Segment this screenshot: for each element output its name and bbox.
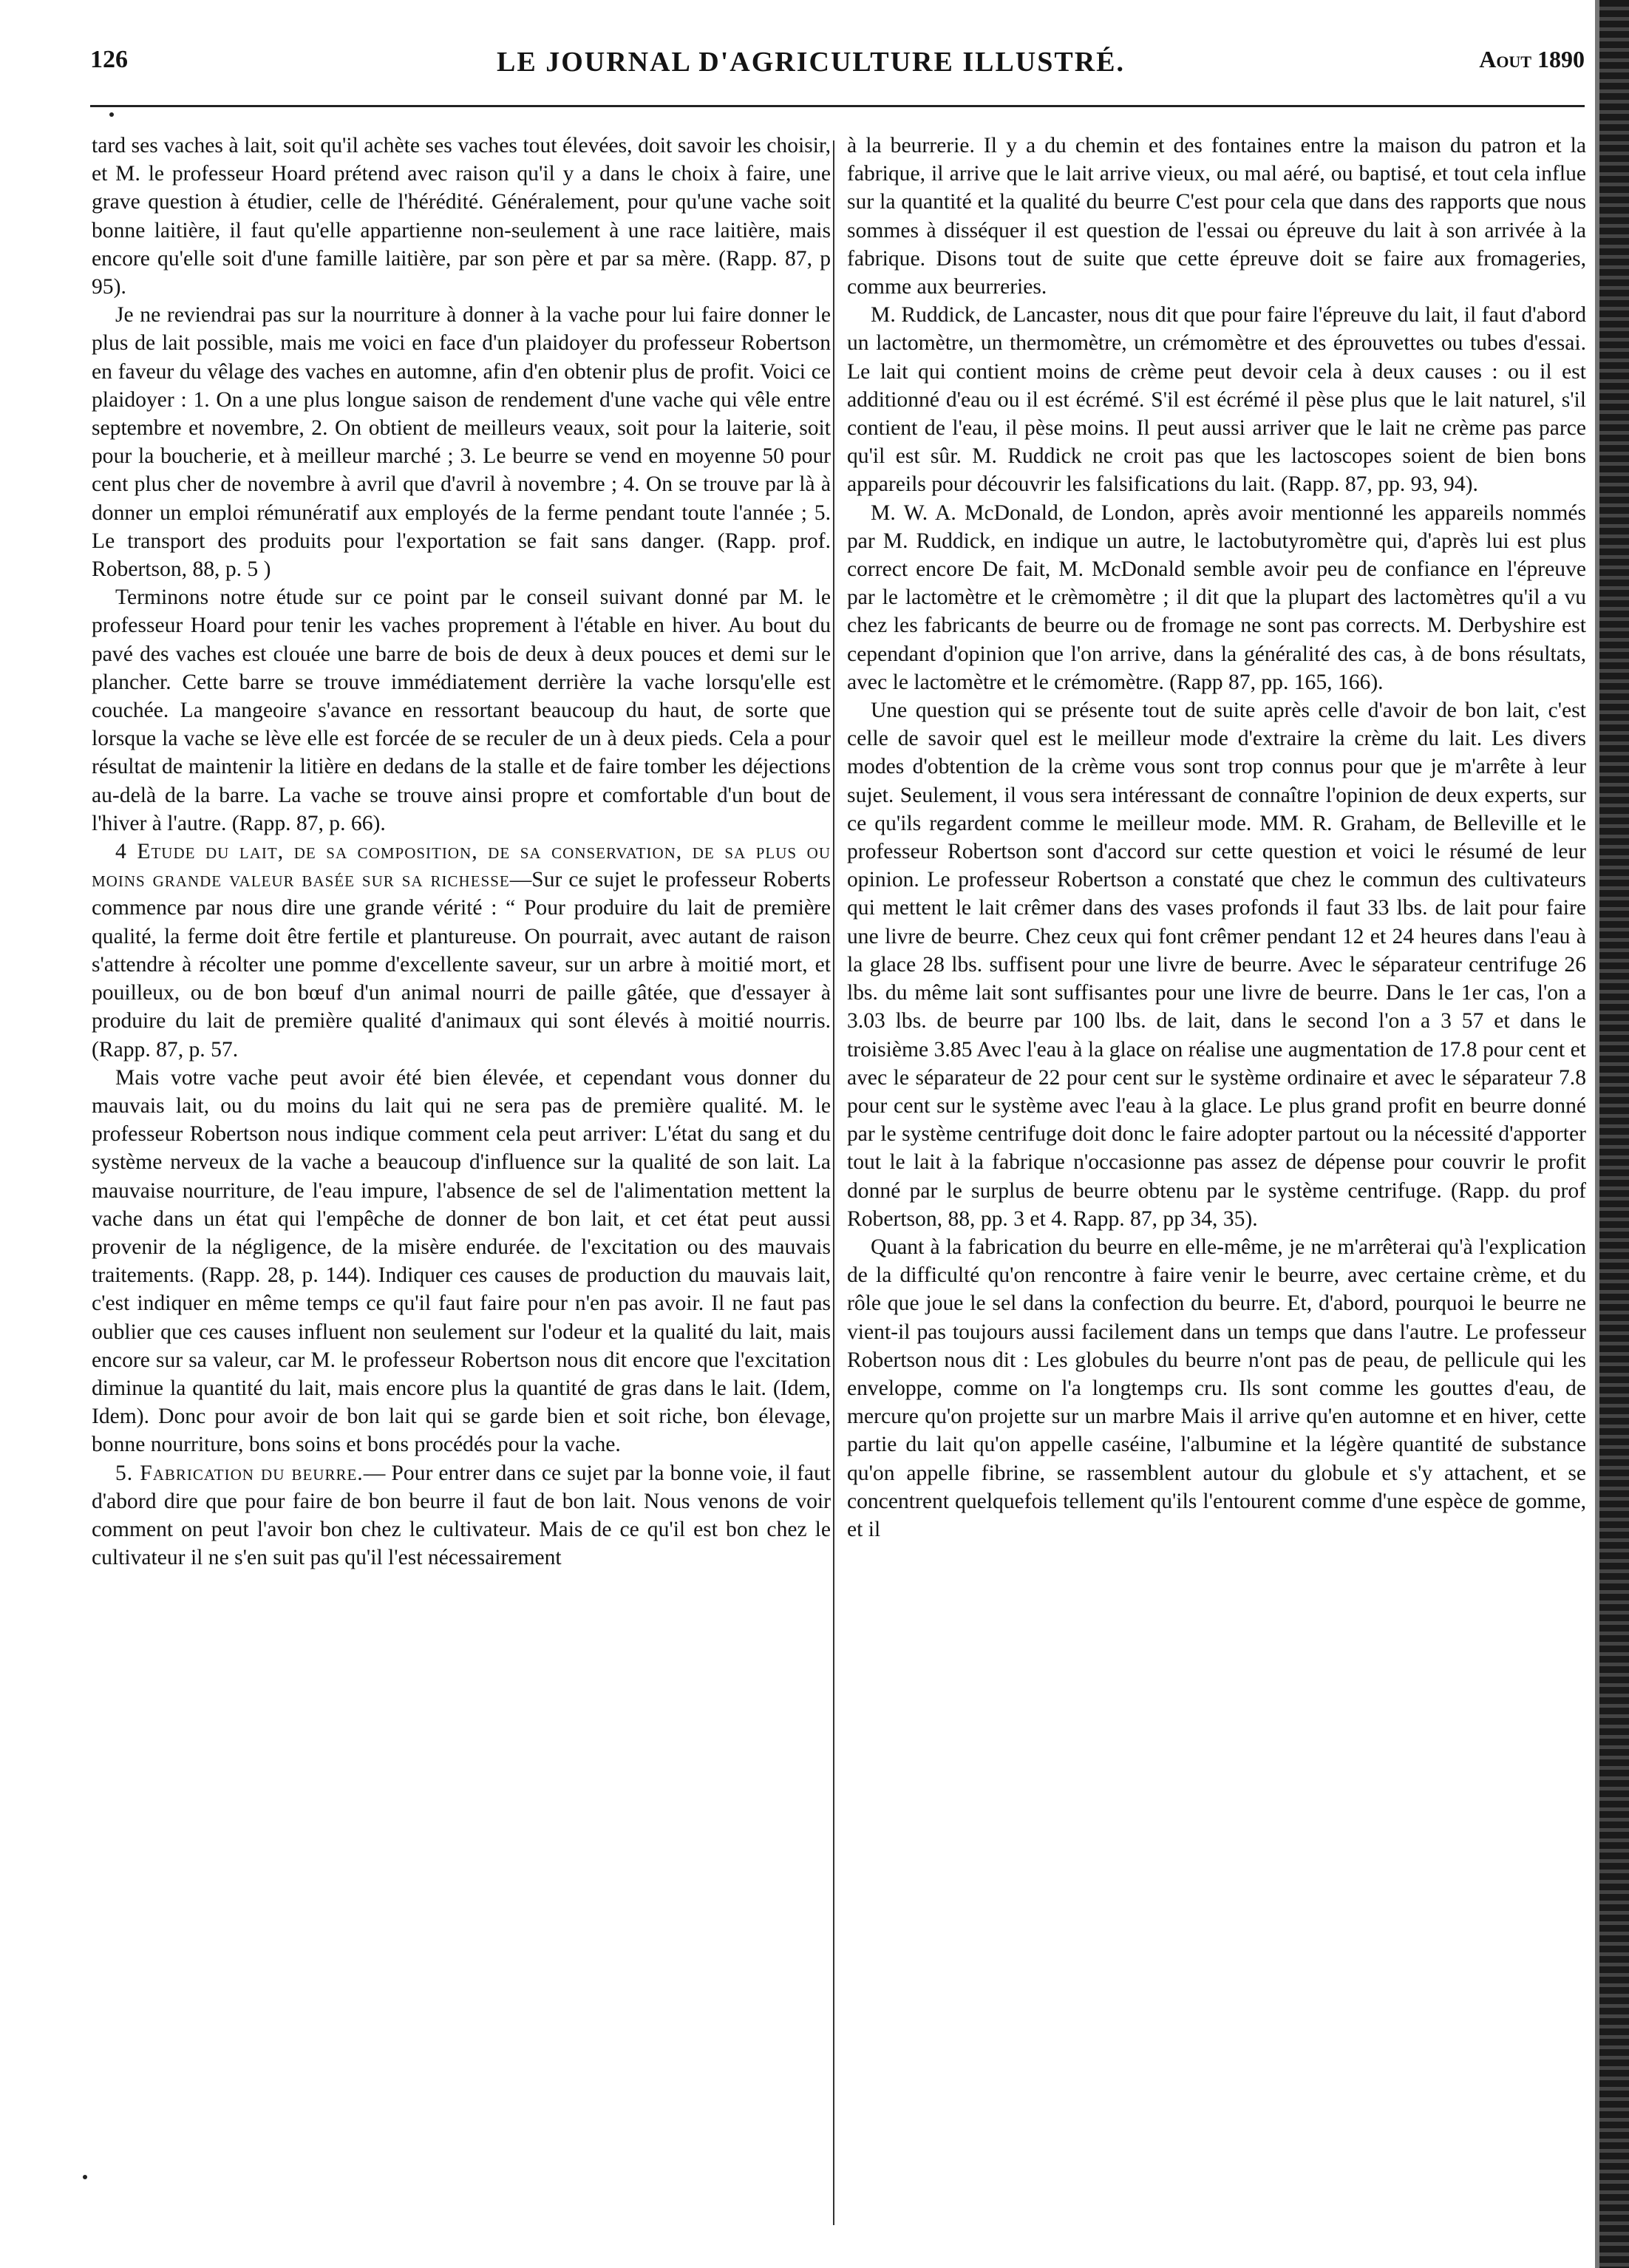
section-heading: 5. Fabrication du beurre.: [115, 1461, 364, 1485]
right-column: [847, 132, 1586, 2231]
paragraph: Terminons notre étude sur ce point par le conseil suivant donné par M. le professeur Hoard pour tenir les vaches proprement à l'étable en hiver. Au bout du pavé des vaches est clouée une barre de bois de deux à deux pouces et demi sur le plancher. Cette barre se trouve immédiatement derrière la vache lorsqu'elle est couchée. La mangeoire s'avance en ressortant beaucoup du haut, de sorte que lorsque la vache se lève elle est forcée de se reculer de un à deux pieds. Cela a pour résultat de maintenir la litière en dedans de la stalle et de faire tomber les déjections au-delà de la barre. La vache se trouve ainsi propre et comfortable d'un bout de l'hiver à l'autre. (Rapp. 87, p. 66).: [92, 585, 831, 835]
paragraph: Quant à la fabrication du beurre en elle-même, je ne m'arrêterai qu'à l'explication de la difficulté qu'on rencontre à faire venir le beurre, avec certaine crème, et du rôle que joue le sel dans la confection du beurre. Et, d'abord, pourquoi le beurre ne vient-il pas toujours aussi facilement dans un temps que dans l'autre. Le professeur Robertson nous dit : Les globules du beurre n'ont pas de peau, de pellicule qui les enveloppe, comme on l'a longtemps cru. Ils sont comme les gouttes d'eau, de mercure qu'on projette sur un marbre Mais il arrive qu'en automne et en hiver, cette partie du lait qu'on appelle caséine, l'albumine et la légère quantité de substance qu'on appelle fibrine, se rassemblent autour du globule et s'y attachent, et se concentrent quelquefois tellement qu'ils l'entourent comme d'une espèce de gomme, et il: [847, 1235, 1586, 1541]
paragraph: M. Ruddick, de Lancaster, nous dit que pour faire l'épreuve du lait, il faut d'abord un lactomètre, un thermomètre, un crémomètre et des éprouvettes ou tubes d'essai. Le lait qui contient moins de crème peut devoir cela à deux causes : ou il est additionné d'eau ou il est écrémé. S'il est écrémé il pèse plus que le lait naturel, s'il contient de l'eau, il pèse moins. Il peut aussi arriver que le lait ne crème pas parce qu'il est sûr. M. Ruddick ne croit pas que les lactoscopes soient de bien bons appareils pour découvrir les falsifications du lait. (Rapp. 87, pp. 93, 94).: [847, 303, 1586, 497]
page-header: [90, 46, 1585, 90]
ink-speck: [83, 2175, 87, 2179]
ink-speck: [109, 112, 114, 117]
paragraph: tard ses vaches à lait, soit qu'il achète ses vaches tout élevées, doit savoir les choisir, et M. le professeur Hoard prétend avec raison qu'il y a dans le choix à faire, une grave question à étudier, celle de l'hérédité. Généralement, pour qu'une vache soit bonne laitière, il faut qu'elle appartienne non-seulement à une race laitière, mais encore qu'elle soit d'une famille laitière, par son père et par sa mère. (Rapp. 87, p 95).: [92, 134, 831, 299]
column-divider: [833, 140, 834, 2225]
paragraph: à la beurrerie. Il y a du chemin et des fontaines entre la maison du patron et la fabrique, il arrive que le lait arrive vieux, ou mal aéré, ou baptisé, et tout cela influe sur la quantité et la qualité du beurre C'est pour cela que dans des rapports que nous sommes à disséquer il est question de l'essai ou épreuve du lait à son arrivée à la fabrique. Disons tout de suite que cette épreuve doit se faire aux fromageries, comme aux beurreries.: [847, 134, 1586, 299]
scan-edge-shadow: [1599, 0, 1629, 2268]
paragraph: Je ne reviendrai pas sur la nourriture à donner à la vache pour lui faire donner le plus de lait possible, mais me voici en face d'un plaidoyer du professeur Robertson en faveur du vêlage des vaches en automne, afin d'en obtenir plus de profit. Voici ce plaidoyer : 1. On a une plus longue saison de rendement d'une vache qui vêle entre septembre et novembre, 2. On obtient de meilleurs veaux, soit pour la laiterie, soit pour la boucherie, et à meilleur marché ; 3. Le beurre se vend en moyenne 50 pour cent plus cher de novembre à avril que d'avril à novembre ; 4. On se trouve par là à donner un emploi rémunératif aux employés de la ferme pendant toute l'année ; 5. Le transport des produits pour l'exportation se fait sans danger. (Rapp. prof. Robertson, 88, p. 5 ): [92, 303, 831, 582]
paragraph-text: — Pour entrer dans ce sujet par la bonne voie, il faut d'abord dire que pour faire de bon beurre il faut de bon lait. Nous venons de voir comment on peut l'avoir bon chez le cultivateur. Mais de ce qu'il est bon chez le cultivateur il ne s'en suit pas qu'il l'est nécessairement: [92, 1461, 831, 1570]
section-paragraph: [92, 838, 831, 1064]
journal-title: LE JOURNAL D'AGRICULTURE ILLUSTRÉ.: [497, 47, 1126, 78]
section-heading: 4 Etude du lait, de sa composition, de sa conservation, de sa plus ou moins grande valeur basée sur sa richesse: [92, 840, 831, 892]
paragraph-text: —Sur ce sujet le professeur Roberts commence par nous dire une grande vérité : “ Pour produire du lait de première qualité, la ferme doit être fertile et plantureuse. On pourrait, avec autant de raison s'attendre à récolter une pomme d'excellente saveur, sur un arbre à moitié mort, et pouilleux, ou de bon bœuf d'un animal nourri de paille gâtée, que d'essayer à produire du lait de première qualité d'animaux qui sont élevés à moitié nourris. (Rapp. 87, p. 57.: [92, 868, 831, 1062]
paragraph: Une question qui se présente tout de suite après celle d'avoir de bon lait, c'est celle de savoir quel est le meilleur mode d'extraire la crème du lait. Les divers modes d'obtention de la crème vous sont trop connus pour que je m'arrête à leur sujet. Seulement, il vous sera intéressant de connaître l'opinion de deux experts, sur ce qu'ils regardent comme le meilleur mode. MM. R. Graham, de Belleville et le professeur Robertson sont d'accord sur cette question et voici le résumé de leur opinion. Le professeur Robertson a constaté que chez le commun des cultivateurs qui mettent le lait crêmer dans des vases profonds il faut 33 lbs. de lait pour faire une livre de beurre. Chez ceux qui font crêmer pendant 12 et 24 heures dans l'eau à la glace 28 lbs. suffisent pour une livre de beurre. Avec le séparateur centrifuge 26 lbs. du même lait sont suffisantes pour une livre de beurre. Dans le 1er cas, l'on a 3.03 lbs. de beurre par 100 lbs. de lait, dans le second l'on a 3 57 et dans le troisième 3.85 Avec l'eau à la glace on réalise une augmentation de 17.8 pour cent et avec le séparateur de 22 pour cent sur le système ordinaire et avec le séparateur 7.8 pour cent sur le système avec l'eau à la glace. Le plus grand profit en beurre donné par le système centrifuge doit donc le faire adopter partout ou la nécessité d'apporter tout le lait à la fabrique n'occasionne pas assez de dépense pour couvrir le profit donné par le surplus de beurre obtenu par le système centrifuge. (Rapp. du prof Robertson, 88, pp. 3 et 4. Rapp. 87, pp 34, 35).: [847, 699, 1586, 1231]
paragraph: Mais votre vache peut avoir été bien élevée, et cependant vous donner du mauvais lait, ou du moins du lait qui ne sera pas de première qualité. M. le professeur Robertson nous indique comment cela peut arriver: L'état du sang et du système nerveux de la vache a beaucoup d'influence sur la qualité de son lait. La mauvaise nourriture, de l'eau impure, l'absence de sel de l'alimentation mettent la vache dans un état qui l'empêche de donner de bon lait, et cet état peut aussi provenir de la négligence, de la misère endurée. de l'excitation ou des mauvais traitements. (Rapp. 28, p. 144). Indiquer ces causes de production du mauvais lait, c'est indiquer en même temps ce qu'il faut faire pour n'en pas avoir. Il ne faut pas oublier que ces causes influent non seulement sur l'odeur et la qualité du lait, mais encore sur sa valeur, car M. le professeur Robertson nous dit encore que l'excitation diminue la quantité du lait, mais encore plus la quantité de gras dans le lait. (Idem, Idem). Donc pour avoir de bon lait qui se garde bien et soit riche, bon élevage, bonne nourriture, bons soins et bons procédés pour la vache.: [92, 1065, 831, 1457]
section-paragraph: [92, 1459, 831, 1572]
issue-date: Aout 1890: [1479, 46, 1585, 72]
left-column: [92, 132, 831, 2231]
page-number: 126: [90, 46, 128, 73]
header-rule: [90, 105, 1585, 107]
paragraph: M. W. A. McDonald, de London, après avoir mentionné les appareils nommés par M. Ruddick, en indique un autre, le lactobutyromètre qui, d'après lui est plus correct encore De fait, M. McDonald semble avoir peu de confiance en l'épreuve par le lactomètre et le crèmomètre ; il dit que la plupart des lactomètres qu'il a vu chez les fabricants de beurre ou de fromage ne sont pas corrects. M. Derbyshire est cependant d'opinion que l'on arrive, dans la généralité des cas, à de bons résultats, avec le lactomètre et le crémomètre. (Rapp 87, pp. 165, 166).: [847, 500, 1586, 694]
